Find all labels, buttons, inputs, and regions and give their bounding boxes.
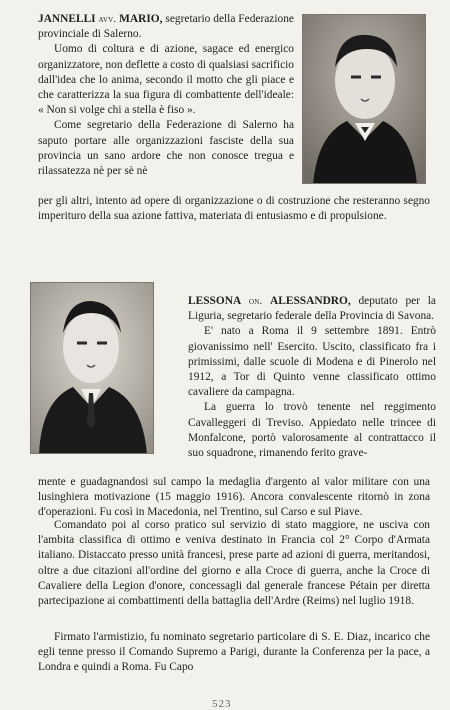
jannelli-para-federation-b: per gli altri, intento ad opere di organizzazione o di costruzione che resteranno segno imperituro della sua azione fattiva, materiata di entusiasmo e di propulsione. xyxy=(38,195,430,223)
jannelli-bio-full xyxy=(38,194,430,224)
jannelli-first-name: MARIO, xyxy=(119,13,163,25)
jannelli-intro xyxy=(38,12,294,42)
lessona-rank: on. xyxy=(248,296,263,307)
lessona-portrait xyxy=(30,282,154,454)
lessona-para-war-b: mente e guadagnandosi sul campo la medaglia d'argento al valor militare con una lusinghiera motivazione (15 maggio 1916). Ancora convalescente ritornò in zona d'operazioni. Fu così in Macedonia, nel Trentino, sul Carso e sul Piave. xyxy=(38,476,430,519)
jannelli-para-character: Uomo di coltura e di azione, sagace ed energico organizzatore, non deflette a costo di qualsiasi sacrificio dall'idea che lo anima, secondo il motto che gli piace e che caratterizza la sua figura di combattente dell'ideale: « Non si volge chi a stella è fiso ». xyxy=(38,43,294,117)
lessona-para-war-a: La guerra lo trovò tenente nel reggimento Cavalleggeri di Treviso. Appiedato nelle trincee di Monfalcone, portò valorosamente al contrattacco il suo squadrone, rimanendo ferito grave- xyxy=(188,401,436,460)
lessona-portrait-image xyxy=(31,283,154,454)
lessona-intro xyxy=(188,294,436,324)
lessona-first-name: ALESSANDRO, xyxy=(270,295,351,307)
jannelli-rank: avv. xyxy=(98,14,117,25)
jannelli-role: segretario della Federazione provinciale di Salerno. xyxy=(38,13,294,41)
lessona-bio-armistice xyxy=(38,630,430,676)
lessona-bio-command xyxy=(38,518,430,609)
lessona-bio-side xyxy=(188,294,436,461)
jannelli-surname: JANNELLI xyxy=(38,13,96,25)
lessona-surname: LESSONA xyxy=(188,295,242,307)
jannelli-portrait-image xyxy=(303,15,426,184)
jannelli-portrait xyxy=(302,14,426,184)
lessona-para-command: Comandato poi al corso pratico sul servizio di stato maggiore, ne usciva con l'ambita classifica di ottimo e veniva destinato in Francia col 2° Corpo d'Armata italiano. Distaccato presso unità francesi, prese parte ad azioni di guerra, meritandosi, oltre a due citazioni all'ordine del giorno e alla Croce di guerra, anche la Croce di Cavaliere della Legion d'onore, concessagli dal generale francese Pétain per diretta partecipazione ai combattimenti della battaglia dell'Ardre (Reims) nel luglio 1918. xyxy=(38,519,430,608)
lessona-para-armistice: Firmato l'armistizio, fu nominato segretario particolare di S. E. Diaz, incarico che egli tenne presso il Comando Supremo a Parigi, durante la Conferenza per la pace, a Londra e quindi a Roma. Fu Capo xyxy=(38,631,430,674)
lessona-role: deputato per la Liguria, segretario federale della Provincia di Savona. xyxy=(188,295,436,323)
jannelli-para-federation-a: Come segretario della Federazione di Salerno ha saputo portare alle organizzazioni fasciste della sua provincia un sano ardore che non conosce tregua e rilassatezza nè per sè nè xyxy=(38,119,294,178)
lessona-bio-war-continued xyxy=(38,475,430,521)
page-number: 523 xyxy=(212,698,232,710)
lessona-para-birth: E' nato a Roma il 9 settembre 1891. Entrò giovanissimo nell' Esercito. Uscito, classificato fra i primissimi, dalle scuole di Modena e di Pinerolo nel 1912, a Tor di Quinto venne classificato ottimo cavaliere da campagna. xyxy=(188,325,436,399)
jannelli-bio-side xyxy=(38,12,294,179)
